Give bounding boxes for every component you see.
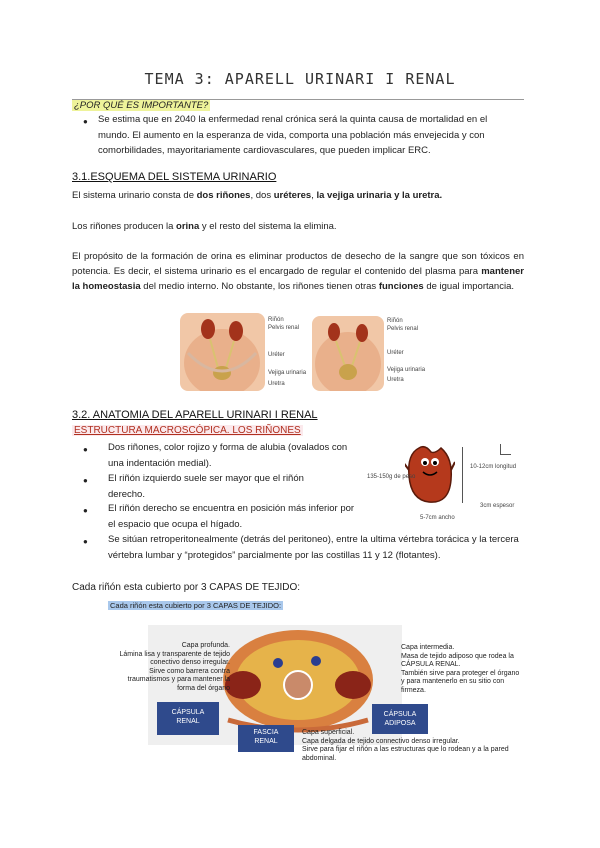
- kidney-thickness-label: 3cm espesor: [480, 503, 515, 509]
- intermediate-layer-text: Capa intermedia. Masa de tejido adiposo que rodea la CÁPSULA RENAL. También sirve para proteger el órgano y para mantenerlo en su sitio con firmeza.: [401, 644, 520, 694]
- fig-label: Pelvis renal: [387, 326, 419, 332]
- fascia-renal-box: FASCIA RENAL: [238, 725, 294, 752]
- fig-label: Vejiga urinaria: [387, 367, 426, 373]
- kidney-bullet-2: El riñón izquierdo suele ser mayor que el riñón derecho.: [108, 473, 304, 500]
- kidney-weight-label: 135-150g de peso: [367, 474, 416, 480]
- kidney-bullet-3: El riñón derecho se encuentra en posición más inferior por el espacio que ocupa el hígado.: [108, 503, 355, 530]
- why-bullet: Se estima que en 2040 la enfermedad renal crónica será la quinta causa de mortalidad en el mundo. El aumento en la esperanza de vida, comporta una población más envejecida y con comorbilidades, mayoritariamente cardiovasculares, que pueden implicar ERC.: [98, 114, 488, 156]
- capsula-renal-box: CÁPSULA RENAL: [157, 702, 219, 735]
- layers-intro: Cada riñón esta cubierto por 3 CAPAS DE TEJIDO:: [72, 582, 301, 593]
- kidney-cartoon: [405, 440, 455, 506]
- fig-label: Riñón: [268, 317, 284, 323]
- section-3-1-heading: 3.1.ESQUEMA DEL SISTEMA URINARIO: [72, 171, 277, 183]
- layers-caption: Cada riñón esta cubierto por 3 CAPAS DE TEJIDO:: [110, 601, 282, 610]
- section-3-2-heading: 3.2. ANATOMIA DEL APARELL URINARI I RENAL: [72, 409, 318, 421]
- deep-layer-text: Capa profunda. Lámina lisa y transparente de tejido conectivo denso irregular. Sirve como barrera contra traumatismos y para mantener la forma del órgano: [119, 642, 230, 692]
- page-title: TEMA 3: APARELL URINARI I RENAL: [144, 70, 456, 88]
- urinary-system-figure-right: [312, 316, 384, 391]
- axis-corner: [500, 444, 511, 455]
- dimension-line: [462, 447, 463, 503]
- why-heading: ¿POR QUÉ ES IMPORTANTE?: [74, 100, 209, 111]
- urinary-system-figure-left: [180, 313, 265, 391]
- kidney-bullet-1: Dos riñones, color rojizo y forma de alubia (ovalados con una indentación medial).: [108, 442, 348, 469]
- kidney-length-label: 10-12cm longitud: [470, 464, 517, 470]
- bullet-dot: ●: [83, 476, 88, 485]
- s31-paragraph: El propósito de la formación de orina es eliminar productos de desecho de la sangre que son tóxicos en potencia. Es decir, el sistema urinario es el encargado de regular el contenido del plasma para mantener la homeostasia del medio interno. No obstante, los riñones tienen otras funciones de igual importancia.: [72, 251, 524, 292]
- s31-line2: Los riñones producen la orina y el resto del sistema la elimina.: [72, 221, 337, 232]
- fig-label: Uretra: [268, 381, 285, 387]
- fig-label: Pelvis renal: [268, 325, 300, 331]
- fig-label: Uréter: [387, 350, 404, 356]
- capsula-adiposa-box: CÁPSULA ADIPOSA: [372, 704, 428, 734]
- bullet-dot: ●: [83, 537, 88, 546]
- bullet-dot: ●: [83, 117, 88, 126]
- macro-structure-subheading: ESTRUCTURA MACROSCÓPICA. LOS RIÑONES: [74, 425, 301, 436]
- bullet-dot: ●: [83, 445, 88, 454]
- bullet-dot: ●: [83, 506, 88, 515]
- kidney-width-label: 5-7cm ancho: [420, 515, 455, 521]
- fig-label: Riñón: [387, 318, 403, 324]
- fig-label: Uretra: [387, 377, 404, 383]
- kidney-bullet-4: Se sitúan retroperitonealmente (detrás del peritoneo), entre la ultima vértebra torácica y la tercera vértebra lumbar y “protegidos” parcialmente por las costillas 11 y 12 (flotantes).: [108, 534, 519, 561]
- fig-label: Vejiga urinaria: [268, 370, 307, 376]
- s31-line1: El sistema urinario consta de dos riñones, dos uréteres, la vejiga urinaria y la uretra.: [72, 190, 443, 201]
- superficial-layer-text: Capa superficial. Capa delgada de tejido connectivo denso irregular. Sirve para fijar el riñón a las estructuras que lo rodean y a la pared abdominal.: [302, 729, 509, 762]
- fig-label: Uréter: [268, 352, 285, 358]
